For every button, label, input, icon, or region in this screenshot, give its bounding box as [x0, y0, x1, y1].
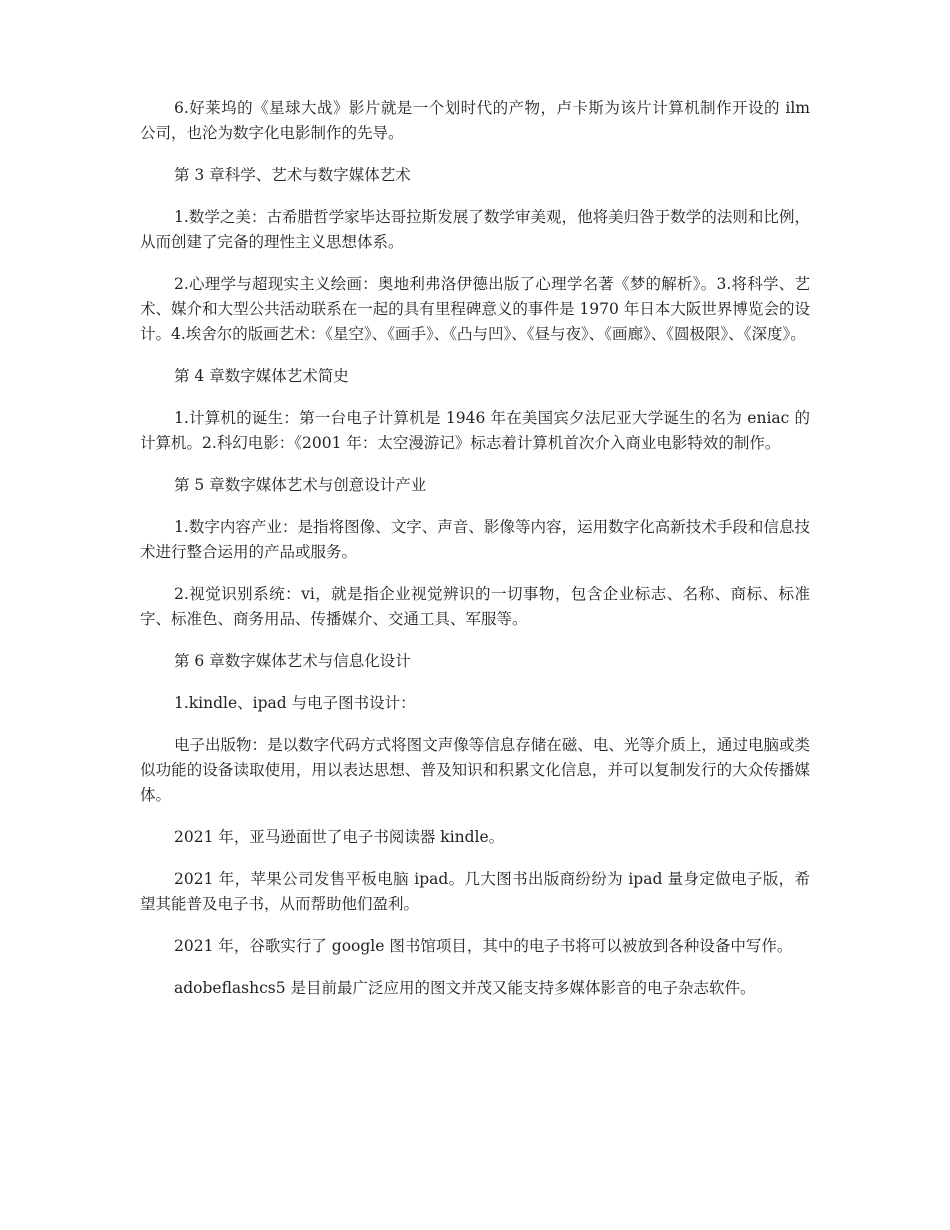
chapter-4-heading: 第 4 章数字媒体艺术简史 [174, 367, 349, 385]
document-body [140, 96, 810, 1018]
paragraph-computer-birth: 1.计算机的诞生：第一台电子计算机是 1946 年在美国宾夕法尼亚大学诞生的名为 eniac 的计算机。2.科幻电影：《2001 年：太空漫游记》标志着计算机首次介入商业电影特效的制作。 [140, 409, 810, 452]
paragraph-digital-content: 1.数字内容产业：是指将图像、文字、声音、影像等内容，运用数字化高新技术手段和信息技术进行整合运用的产品或服务。 [140, 518, 810, 561]
paragraph-apple-ipad: 2021 年，苹果公司发售平板电脑 ipad。几大图书出版商纷纷为 ipad 量身定做电子版，希望其能普及电子书，从而帮助他们盈利。 [140, 870, 810, 913]
paragraph-e-publication: 电子出版物：是以数字代码方式将图文声像等信息存储在磁、电、光等介质上，通过电脑或类似功能的设备读取使用，用以表达思想、普及知识和积累文化信息，并可以复制发行的大众传播媒体。 [140, 736, 810, 804]
paragraph-amazon-kindle: 2021 年，亚马逊面世了电子书阅读器 kindle。 [174, 828, 505, 846]
paragraph-visual-identity: 2.视觉识别系统：vi，就是指企业视觉辨识的一切事物，包含企业标志、名称、商标、标准字、标准色、商务用品、传播媒介、交通工具、军服等。 [140, 585, 810, 628]
paragraph-google-library: 2021 年，谷歌实行了 google 图书馆项目，其中的电子书将可以被放到各种设备中写作。 [174, 937, 793, 955]
chapter-6-heading: 第 6 章数字媒体艺术与信息化设计 [174, 652, 411, 670]
paragraph-math-beauty: 1.数学之美：古希腊哲学家毕达哥拉斯发展了数学审美观，他将美归咎于数学的法则和比例，从而创建了完备的理性主义思想体系。 [140, 208, 810, 251]
paragraph-kindle-ipad: 1.kindle、ipad 与电子图书设计： [174, 694, 416, 712]
paragraph-psychology-surrealism: 2.心理学与超现实主义绘画：奥地利弗洛伊德出版了心理学名著《梦的解析》。3.将科学、艺术、媒介和大型公共活动联系在一起的具有里程碑意义的事件是 1970 年日本大阪世界博览会的设计。4.埃舍尔的版画艺术：《星空》、《画手》、《凸与凹》、《昼与夜》、《画廊》、《圆极限》、《深度》。 [140, 275, 810, 343]
paragraph-starwars: 6.好莱坞的《星球大战》影片就是一个划时代的产物，卢卡斯为该片计算机制作开设的 ilm 公司，也沦为数字化电影制作的先导。 [140, 99, 810, 142]
chapter-3-heading: 第 3 章科学、艺术与数字媒体艺术 [174, 166, 411, 184]
chapter-5-heading: 第 5 章数字媒体艺术与创意设计产业 [174, 476, 427, 494]
paragraph-adobe-flash: adobeflashcs5 是目前最广泛应用的图文并茂又能支持多媒体影音的电子杂志软件。 [174, 979, 756, 997]
